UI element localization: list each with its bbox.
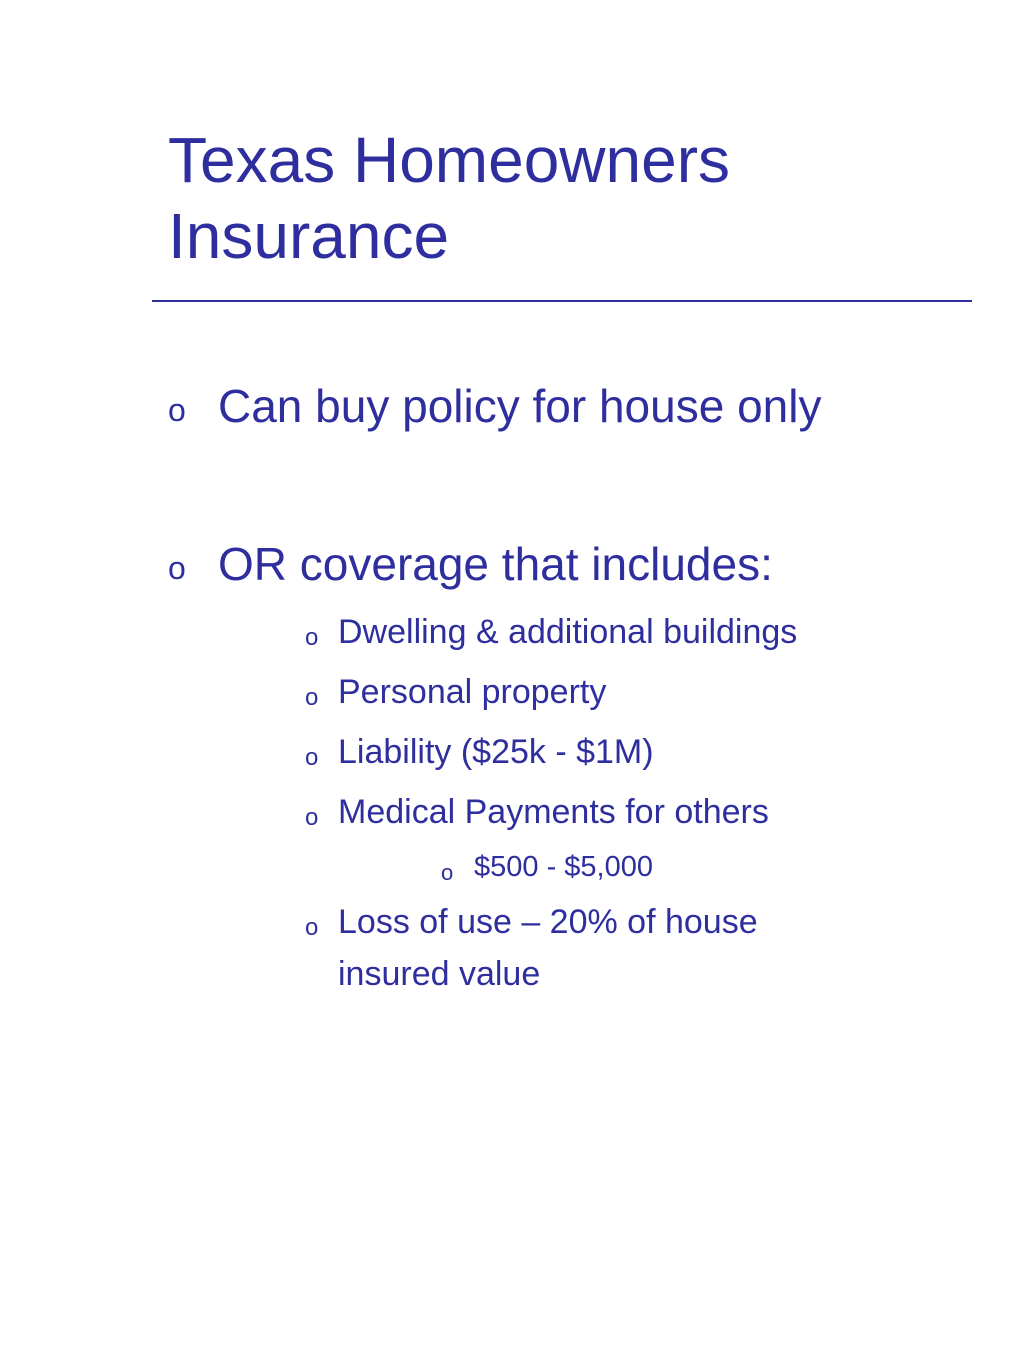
bullet-text: OR coverage that includes: [218,538,773,590]
bullet-text: Personal property [338,673,607,711]
bullet-circle-icon: o [305,804,319,831]
bullet-circle-icon: o [305,684,319,711]
bullet-text: $500 - $5,000 [474,851,653,883]
bullet-text: Loss of use – 20% of house [338,903,758,941]
bullet-circle-icon: o [168,550,186,586]
bullet-text: Medical Payments for others [338,793,769,831]
bullet-circle-icon: o [305,624,319,651]
bullet-circle-icon: o [168,392,186,428]
bullet-circle-icon: o [305,914,319,941]
bullet-text: Dwelling & additional buildings [338,613,798,651]
bullet-circle-icon: o [441,860,454,885]
bullet-text-continuation: insured value [338,955,541,993]
bullet-text: Can buy policy for house only [218,380,822,432]
title-divider [152,300,972,302]
bullet-circle-icon: o [305,744,319,771]
bullet-text: Liability ($25k - $1M) [338,733,654,771]
slide-title: Texas Homeowners Insurance [168,124,730,272]
